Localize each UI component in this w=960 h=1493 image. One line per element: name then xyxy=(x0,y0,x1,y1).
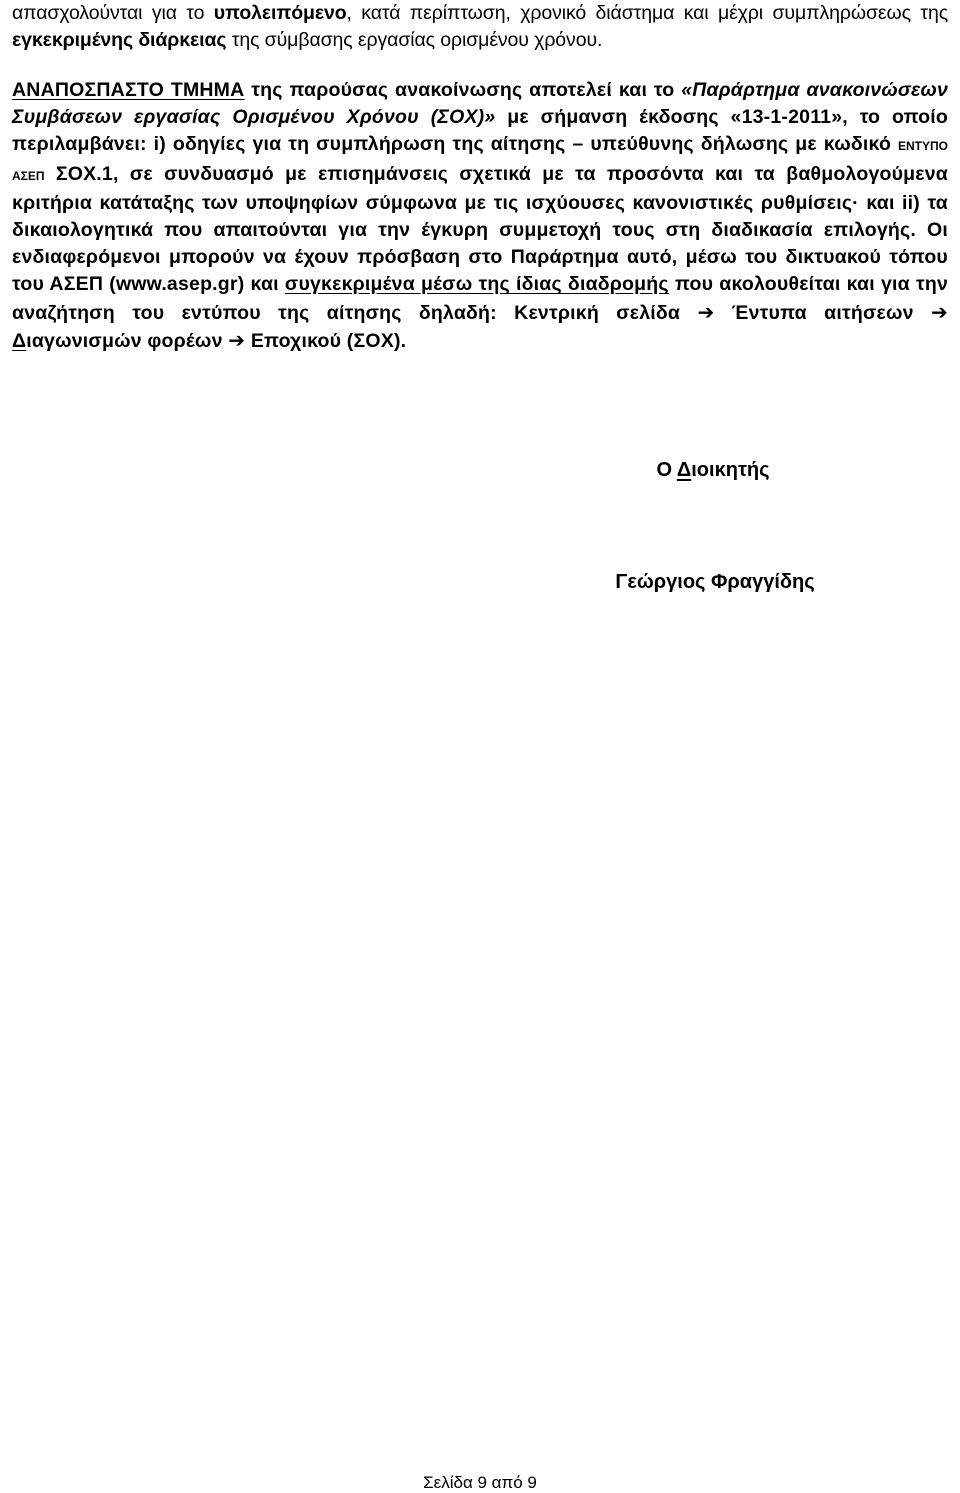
arrow-right-icon: ➔ xyxy=(931,299,948,324)
intro-bold-duration: εγκεκριμένης διάρκειας xyxy=(12,29,227,52)
arrow-right-icon: ➔ xyxy=(228,327,246,352)
intro-text-3: της σύμβασης εργασίας ορισμένου χρόνου. xyxy=(226,29,603,52)
detachable-section-label: ΑΝΑΠΟΣΠΑΣΤΟ ΤΜΗΜΑ xyxy=(12,79,245,101)
page-number-footer: Σελίδα 9 από 9 xyxy=(423,1473,537,1492)
intro-bold-remaining: υπολειπόμενο xyxy=(213,2,347,24)
form-code-small: ΕΝΤΥΠΟ ΑΣΕΠ xyxy=(12,139,948,183)
same-route-underlined: συγκεκριμένα μέσω της ίδιας διαδρομής xyxy=(284,273,669,296)
arrow-right-icon: ➔ xyxy=(697,299,715,324)
intro-text-2: , κατά περίπτωση, χρονικό διάστημα και μέχρι συμπληρώσεως της xyxy=(346,2,948,24)
annex-title: «Παράρτημα ανακοινώσεων Συμβάσεων εργασίας Ορισμένου Χρόνου (ΣΟΧ)» xyxy=(12,79,949,129)
main-text-3: , σε συνδυασμό με επισημάνσεις σχετικά με τα προσόντα και τα βαθμολογούμενα κριτήρια κατάταξης των υποψηφίων σύμφωνα με τις ισχύουσες κανονιστικές ρυθμίσεις· και ii) τα δικαιολογητικά που απαιτούνται για την έγκυρη συμμετοχή τους στη διαδικασία επιλογής. Οι ενδιαφερόμενοι μπορούν να έχουν πρόσβαση στο Παράρτημα αυτό, μέσω του δικτυακού τόπου του ΑΣΕΠ (www.asep.gr) και xyxy=(12,162,948,296)
nav-seasonal: Εποχικού (ΣΟΧ). xyxy=(245,329,407,352)
signer-title-rest: ιοικητής xyxy=(691,459,770,481)
intro-paragraph xyxy=(12,0,948,54)
intro-text-1: απασχολούνται για το xyxy=(12,2,214,24)
main-text-1: της παρούσας ανακοίνωσης αποτελεί και το xyxy=(244,79,682,101)
nav-competitions-initial: Δ xyxy=(12,329,27,352)
nav-competitions: ιαγωνισμών φορέων xyxy=(26,329,229,352)
signer-name: Γεώργιος Φραγγίδης xyxy=(615,571,815,593)
signer-title-prefix: Ο xyxy=(656,459,677,481)
signer-title xyxy=(0,459,960,482)
main-text-4: που ακολουθείται και για την αναζήτηση του εντύπου της αίτησης δηλαδή: Κεντρική σελίδα xyxy=(12,273,949,324)
form-code: ΣΟΧ.1 xyxy=(44,162,113,185)
main-text-2: με σήμανση έκδοσης «13-1-2011», το οποίο περιλαμβάνει: i) οδηγίες για τη συμπλήρωση της αίτησης – υπεύθυνης δήλωσης με κωδικό xyxy=(12,106,948,156)
signer-title-initial: Δ xyxy=(676,459,692,481)
nav-forms: Έντυπα αιτήσεων xyxy=(714,301,932,324)
detachable-section-paragraph xyxy=(12,77,948,355)
